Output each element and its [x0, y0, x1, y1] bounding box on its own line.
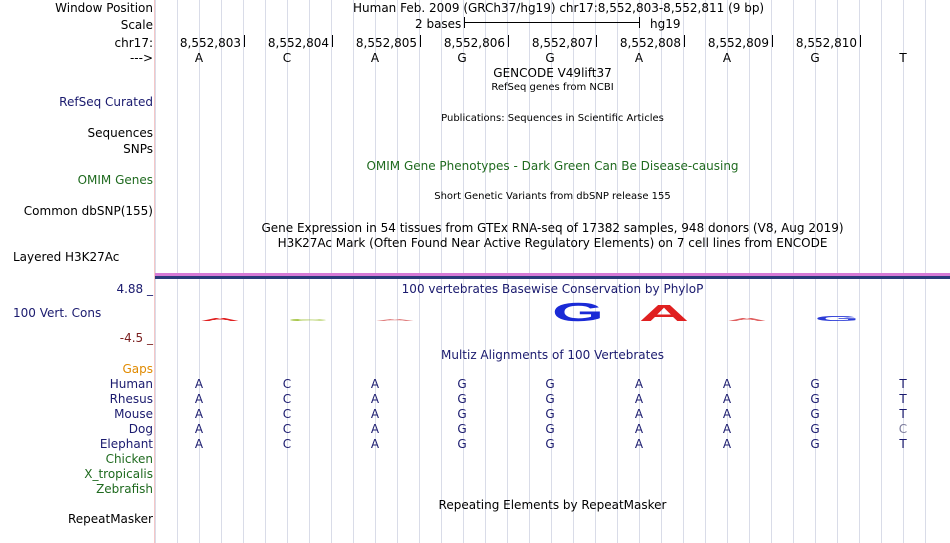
alignment-base: G	[545, 422, 555, 436]
alignment-base: A	[370, 422, 380, 436]
alignment-base: A	[370, 377, 380, 391]
position-tick	[772, 35, 773, 47]
alignment-base: C	[282, 392, 292, 406]
sequences-label[interactable]: Sequences	[87, 126, 153, 140]
strand-label: --->	[129, 51, 153, 65]
snps-label[interactable]: SNPs	[123, 142, 153, 156]
alignment-base: A	[634, 407, 644, 421]
alignment-base: C	[282, 377, 292, 391]
alignment-base: A	[194, 407, 204, 421]
species-label[interactable]: Dog	[128, 422, 153, 436]
track-separator-navy	[155, 276, 950, 279]
alignment-base: T	[899, 392, 907, 406]
sequence-base: A	[634, 51, 644, 65]
alignment-base: A	[370, 437, 380, 451]
species-label[interactable]: Human	[109, 377, 153, 391]
sequence-base: G	[545, 51, 555, 65]
alignment-base: G	[545, 437, 555, 451]
layered-h3k27ac-label[interactable]: Layered H3K27Ac	[13, 250, 120, 264]
species-label[interactable]: Rhesus	[109, 392, 153, 406]
sequence-base: A	[194, 51, 204, 65]
dbsnp-track-title[interactable]: Short Genetic Variants from dbSNP release 155	[434, 191, 671, 202]
position-tick	[420, 35, 421, 47]
conservation-min-label: -4.5 _	[119, 331, 153, 345]
alignment-base: A	[370, 392, 380, 406]
alignment-base: G	[810, 407, 820, 421]
alignment-base: T	[899, 407, 907, 421]
position-label: 8,552,808	[619, 36, 681, 50]
sequence-base: G	[810, 51, 820, 65]
position-tick	[508, 35, 509, 47]
alignment-base: G	[810, 377, 820, 391]
species-label[interactable]: Chicken	[105, 452, 153, 466]
gaps-label[interactable]: Gaps	[122, 362, 153, 376]
conservation-logo-letter: G	[552, 297, 604, 327]
alignment-base: A	[634, 377, 644, 391]
alignment-base: A	[194, 422, 204, 436]
conservation-label[interactable]: 100 Vert. Cons	[13, 306, 102, 320]
scale-bar-right-end	[639, 17, 640, 28]
sequence-base: T	[899, 51, 907, 65]
alignment-base: G	[457, 437, 467, 451]
common-dbsnp-label[interactable]: Common dbSNP(155)	[23, 204, 153, 218]
alignment-base: T	[899, 437, 907, 451]
alignment-base: A	[722, 422, 732, 436]
window-position-label: Window Position	[55, 1, 153, 15]
position-label: 8,552,806	[443, 36, 505, 50]
conservation-logo-letter: A	[200, 316, 240, 323]
alignment-base: A	[194, 437, 204, 451]
conservation-logo-letter: A	[639, 301, 690, 327]
omim-genes-label[interactable]: OMIM Genes	[77, 173, 153, 187]
alignment-base: G	[457, 392, 467, 406]
alignment-base: C	[898, 422, 908, 436]
alignment-base: A	[722, 392, 732, 406]
alignment-base: A	[722, 437, 732, 451]
species-label[interactable]: Mouse	[114, 407, 153, 421]
conservation-track-title[interactable]: 100 vertebrates Basewise Conservation by PhyloP	[401, 282, 704, 296]
species-label[interactable]: Zebrafish	[96, 482, 153, 496]
position-label: 8,552,805	[355, 36, 417, 50]
position-label: 8,552,803	[179, 36, 241, 50]
position-label: 8,552,810	[795, 36, 857, 50]
position-label: 8,552,804	[267, 36, 329, 50]
conservation-logo-letter: G	[815, 314, 859, 323]
position-label: 8,552,807	[531, 36, 593, 50]
position-tick	[860, 35, 861, 47]
refseq-curated-label[interactable]: RefSeq Curated	[59, 95, 153, 109]
repeatmasker-label[interactable]: RepeatMasker	[67, 512, 153, 526]
scale-assembly: hg19	[650, 17, 681, 31]
position-tick	[244, 35, 245, 47]
alignment-base: A	[194, 377, 204, 391]
alignment-base: C	[282, 407, 292, 421]
alignment-base: G	[810, 392, 820, 406]
window-position-value: Human Feb. 2009 (GRCh37/hg19) chr17:8,552,803-8,552,811 (9 bp)	[353, 1, 765, 15]
omim-track-title[interactable]: OMIM Gene Phenotypes - Dark Green Can Be Disease-causing	[366, 159, 739, 173]
alignment-base: C	[282, 437, 292, 451]
repeatmasker-track-title[interactable]: Repeating Elements by RepeatMasker	[438, 498, 667, 512]
alignment-base: G	[457, 377, 467, 391]
scale-bar-left-end	[464, 17, 465, 28]
alignment-base: G	[810, 437, 820, 451]
sequence-base: A	[722, 51, 732, 65]
alignment-base: C	[282, 422, 292, 436]
sequence-base: A	[370, 51, 380, 65]
chrom-label: chr17:	[114, 36, 153, 50]
alignment-base: G	[457, 422, 467, 436]
scale-bases: 2 bases	[415, 17, 462, 31]
alignment-base: A	[634, 422, 644, 436]
alignment-base: A	[722, 377, 732, 391]
conservation-logo-letter: A	[375, 318, 415, 322]
multiz-track-title[interactable]: Multiz Alignments of 100 Vertebrates	[440, 348, 665, 362]
refseq-track-title[interactable]: RefSeq genes from NCBI	[491, 82, 614, 93]
alignment-base: A	[722, 407, 732, 421]
alignment-base: A	[194, 392, 204, 406]
conservation-logo-letter: C	[288, 318, 328, 322]
alignment-base: G	[545, 377, 555, 391]
scale-label: Scale	[120, 18, 153, 32]
species-label[interactable]: Elephant	[99, 437, 153, 451]
alignment-base: A	[634, 437, 644, 451]
sequence-base: C	[282, 51, 292, 65]
conservation-logo-letter: A	[727, 316, 767, 323]
alignment-base: T	[899, 377, 907, 391]
species-label[interactable]: X_tropicalis	[84, 467, 153, 481]
position-label: 8,552,809	[707, 36, 769, 50]
gtex-track-title[interactable]: Gene Expression in 54 tissues from GTEx RNA-seq of 17382 samples, 948 donors (V8, Aug 2019)	[261, 221, 844, 235]
scale-bar	[464, 22, 640, 23]
h3k27ac-track-title[interactable]: H3K27Ac Mark (Often Found Near Active Regulatory Elements) on 7 cell lines from ENCODE	[277, 236, 828, 250]
alignment-base: G	[457, 407, 467, 421]
sequence-base: G	[457, 51, 467, 65]
conservation-max-label: 4.88 _	[116, 282, 153, 296]
publications-track-title[interactable]: Publications: Sequences in Scientific Articles	[441, 113, 664, 124]
position-tick	[332, 35, 333, 47]
position-tick	[684, 35, 685, 47]
alignment-base: G	[545, 392, 555, 406]
gencode-track-title[interactable]: GENCODE V49lift37	[493, 66, 612, 80]
alignment-base: A	[370, 407, 380, 421]
conservation-logo	[155, 295, 950, 327]
alignment-base: G	[545, 407, 555, 421]
alignment-base: G	[810, 422, 820, 436]
position-tick	[596, 35, 597, 47]
alignment-base: A	[634, 392, 644, 406]
